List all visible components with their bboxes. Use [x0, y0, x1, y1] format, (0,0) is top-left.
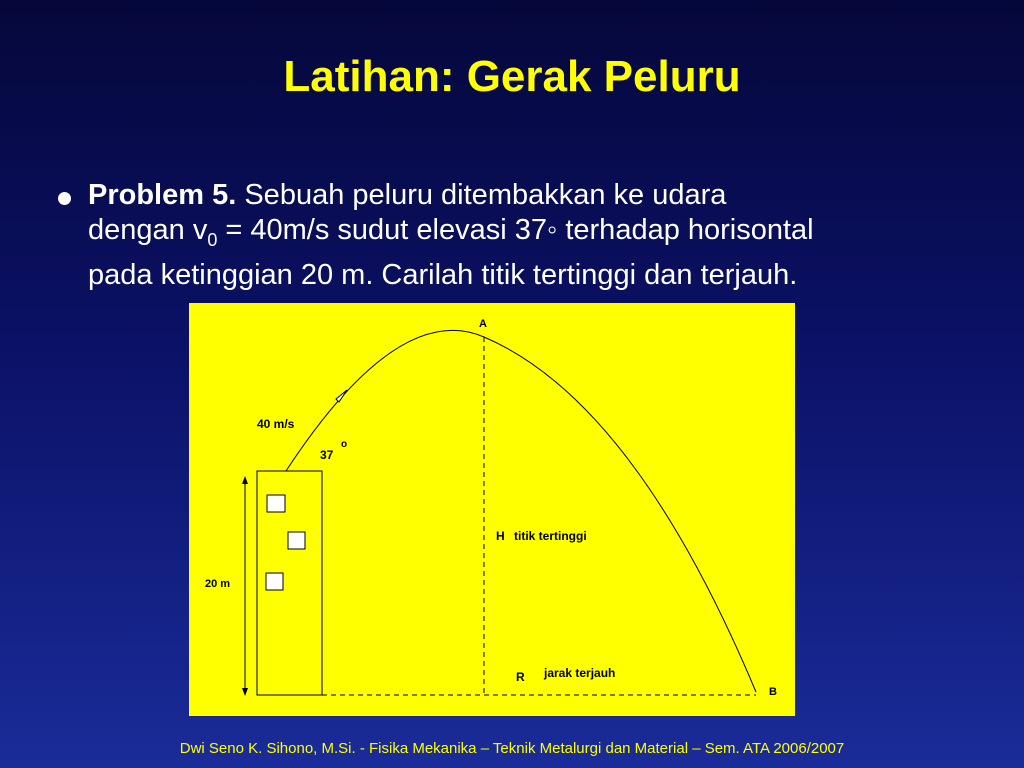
slide-footer: Dwi Seno K. Sihono, M.Si. - Fisika Mekanika – Teknik Metalurgi dan Material – Sem. ATA 2006/2007 [179, 740, 845, 757]
label-h-symbol: H [496, 529, 505, 543]
subscript-zero: 0 [207, 229, 218, 250]
slide-title: Latihan: Gerak Peluru [283, 52, 741, 101]
problem-line-1: Sebuah peluru ditembakkan ke udara [244, 179, 727, 211]
label-velocity: 40 m/s [257, 417, 295, 431]
label-point-a: A [479, 318, 487, 330]
velocity-arrowhead [336, 390, 347, 402]
trajectory-curve [286, 330, 756, 692]
problem-line-2-pre: dengan v [88, 214, 208, 246]
label-angle: 37 [320, 448, 334, 462]
height-arrow-bottom [242, 688, 248, 696]
label-height: 20 m [205, 578, 231, 590]
window-1 [267, 495, 285, 512]
problem-line-2-post: = 40m/s sudut elevasi 37◦ terhadap horisontal [217, 214, 814, 246]
problem-label: Problem 5. [88, 179, 237, 211]
problem-line-3: pada ketinggian 20 m. Carilah titik tertinggi dan terjauh. [88, 258, 798, 291]
label-degree: o [341, 439, 348, 450]
bullet-icon [58, 192, 71, 205]
label-r-symbol: R [516, 670, 525, 684]
problem-text [88, 178, 968, 293]
window-3 [266, 573, 283, 590]
height-arrow-top [242, 476, 248, 484]
label-point-b: B [769, 686, 777, 698]
window-2 [288, 532, 305, 549]
label-range: jarak terjauh [544, 666, 616, 680]
trajectory-diagram [189, 303, 795, 716]
trajectory-svg [189, 303, 795, 716]
label-max-height: titik tertinggi [514, 529, 587, 543]
